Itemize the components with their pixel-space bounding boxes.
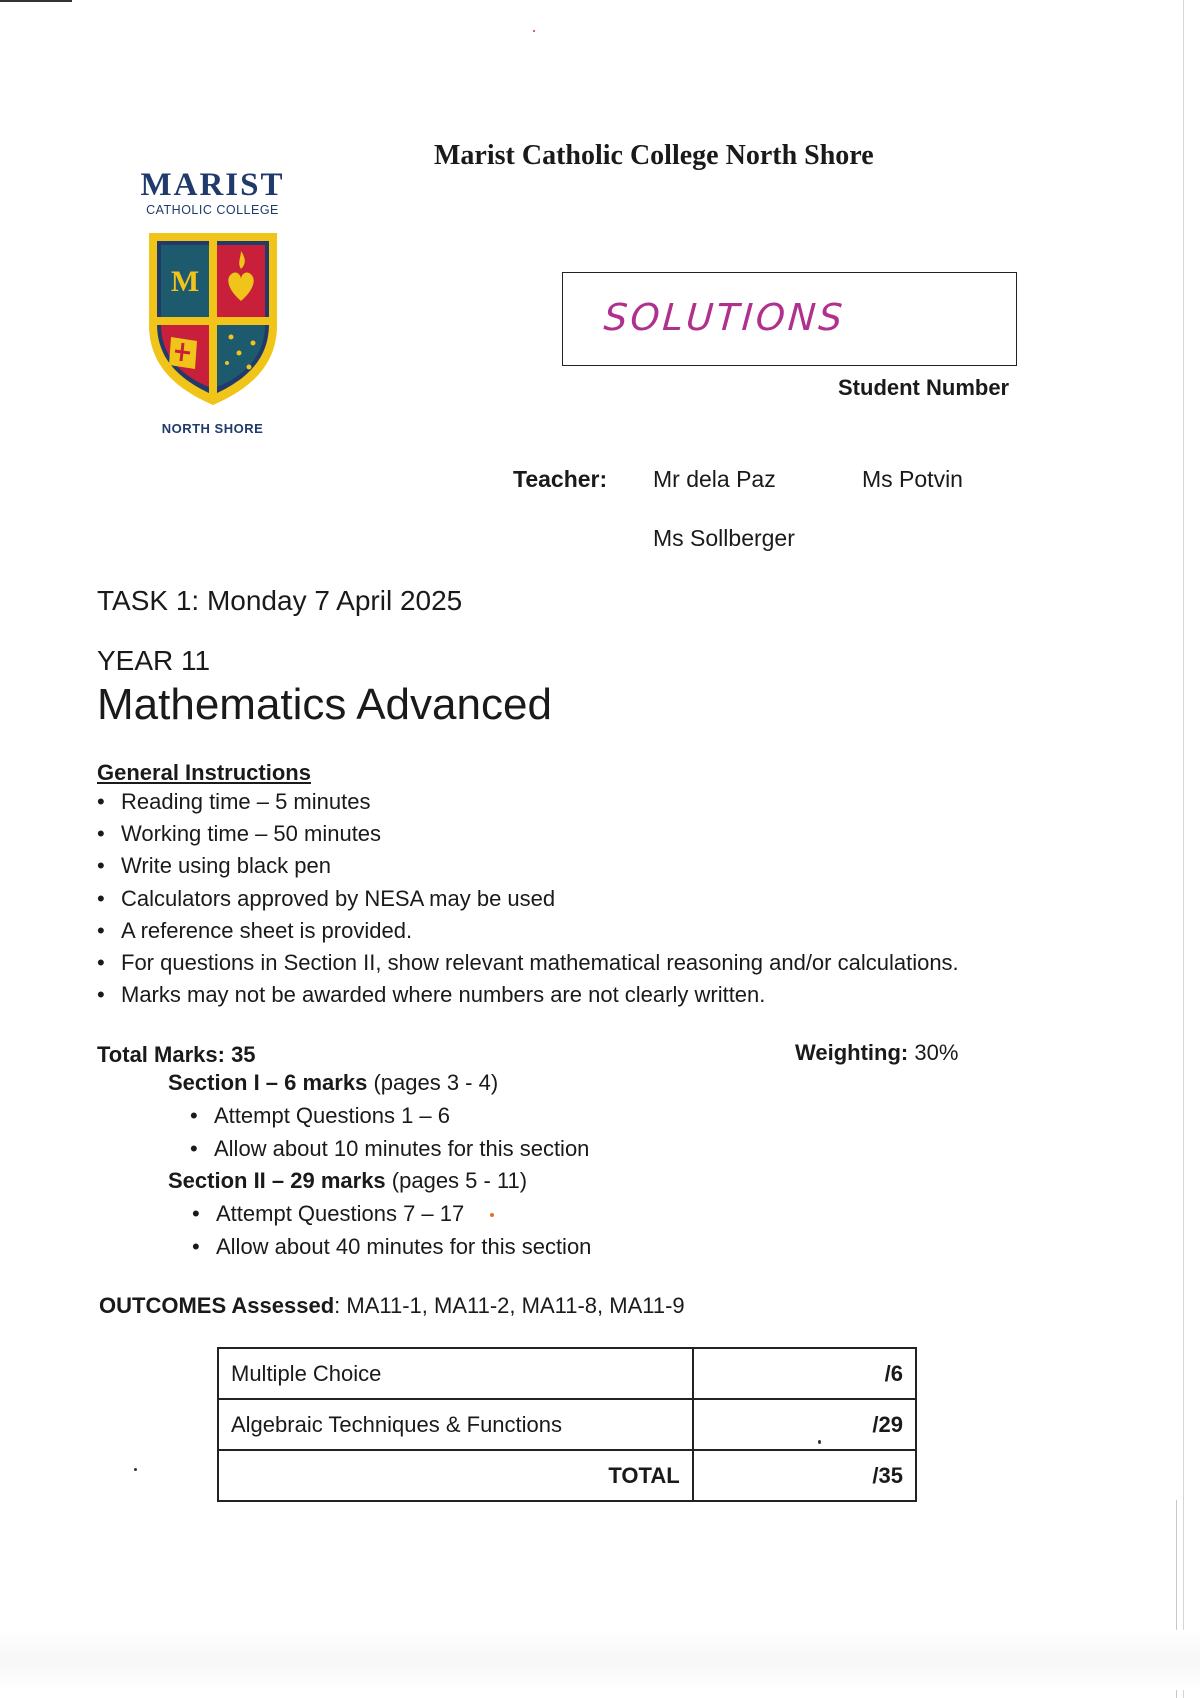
table-cell-marks: /35: [693, 1450, 916, 1501]
scan-speck: [490, 1213, 494, 1217]
subject-title: Mathematics Advanced: [97, 680, 552, 729]
table-cell-section: Multiple Choice: [218, 1348, 693, 1399]
task-title: TASK 1: Monday 7 April 2025: [97, 585, 463, 616]
list-item: • Reading time – 5 minutes: [97, 786, 959, 818]
list-item: • Attempt Questions 7 – 17: [192, 1198, 591, 1231]
student-number-handwritten: SOLUTIONS: [602, 296, 847, 339]
logo-wordmark: MARIST: [140, 167, 285, 203]
outcomes-value: : MA11-1, MA11-2, MA11-8, MA11-9: [334, 1293, 685, 1318]
year-level: YEAR 11: [97, 645, 211, 676]
list-item: • Write using black pen: [97, 850, 959, 882]
scan-artifact-top-line: [0, 0, 72, 2]
crest-shield-icon: [145, 229, 281, 407]
outcomes-label: OUTCOMES Assessed: [99, 1293, 335, 1318]
list-item: • A reference sheet is provided.: [97, 915, 959, 947]
logo-subtitle: CATHOLIC COLLEGE: [146, 203, 279, 217]
section-2-title: Section II – 29 marks: [168, 1168, 386, 1193]
table-cell-marks: /6: [693, 1348, 916, 1399]
section-2-heading: [168, 1168, 527, 1194]
college-logo: [130, 167, 295, 436]
total-marks: Total Marks: 35: [97, 1042, 256, 1067]
scan-speck: [818, 1440, 821, 1444]
teacher-name: Ms Potvin: [862, 466, 963, 492]
section-1-heading: [168, 1070, 498, 1096]
list-item: • Working time – 50 minutes: [97, 818, 959, 850]
list-item: • Calculators approved by NESA may be used: [97, 883, 959, 915]
general-instructions-heading: General Instructions: [97, 760, 311, 785]
section-2-pages: (pages 5 - 11): [385, 1168, 528, 1193]
table-cell-total-label: TOTAL: [218, 1450, 693, 1501]
list-item: • For questions in Section II, show relevant mathematical reasoning and/or calculations.: [97, 947, 959, 979]
section-2-list: [192, 1198, 591, 1263]
general-instructions-list: [97, 786, 959, 1011]
outcomes-assessed: [99, 1293, 685, 1319]
table-cell-marks: /29: [693, 1399, 916, 1450]
list-item: • Marks may not be awarded where numbers are not clearly written.: [97, 979, 959, 1011]
scan-artifact-right-edge: [1183, 0, 1184, 1698]
weighting-label: Weighting:: [795, 1040, 909, 1065]
svg-text:M: M: [170, 265, 199, 298]
school-name: Marist Catholic College North Shore: [434, 140, 874, 171]
section-1-pages: (pages 3 - 4): [367, 1070, 499, 1095]
marks-table: [217, 1347, 917, 1502]
list-item: • Allow about 10 minutes for this section: [190, 1133, 589, 1166]
section-1-list: [190, 1100, 589, 1165]
table-row: [218, 1399, 916, 1450]
scan-artifact-band: [0, 1630, 1200, 1690]
table-row: [218, 1450, 916, 1501]
table-row: [218, 1348, 916, 1399]
scan-speck: [533, 30, 535, 32]
table-cell-section: Algebraic Techniques & Functions: [218, 1399, 693, 1450]
teacher-label: Teacher:: [513, 466, 608, 492]
logo-location: NORTH SHORE: [161, 421, 264, 436]
weighting-value: 30%: [914, 1040, 959, 1065]
scan-speck: [134, 1468, 137, 1471]
teacher-name: Ms Sollberger: [653, 525, 795, 551]
teacher-name: Mr dela Paz: [653, 466, 776, 492]
weighting: [795, 1040, 958, 1066]
list-item: • Attempt Questions 1 – 6: [190, 1100, 589, 1133]
list-item: • Allow about 40 minutes for this section: [192, 1231, 591, 1264]
section-1-title: Section I – 6 marks: [168, 1070, 368, 1095]
student-number-label: Student Number: [838, 375, 1010, 400]
